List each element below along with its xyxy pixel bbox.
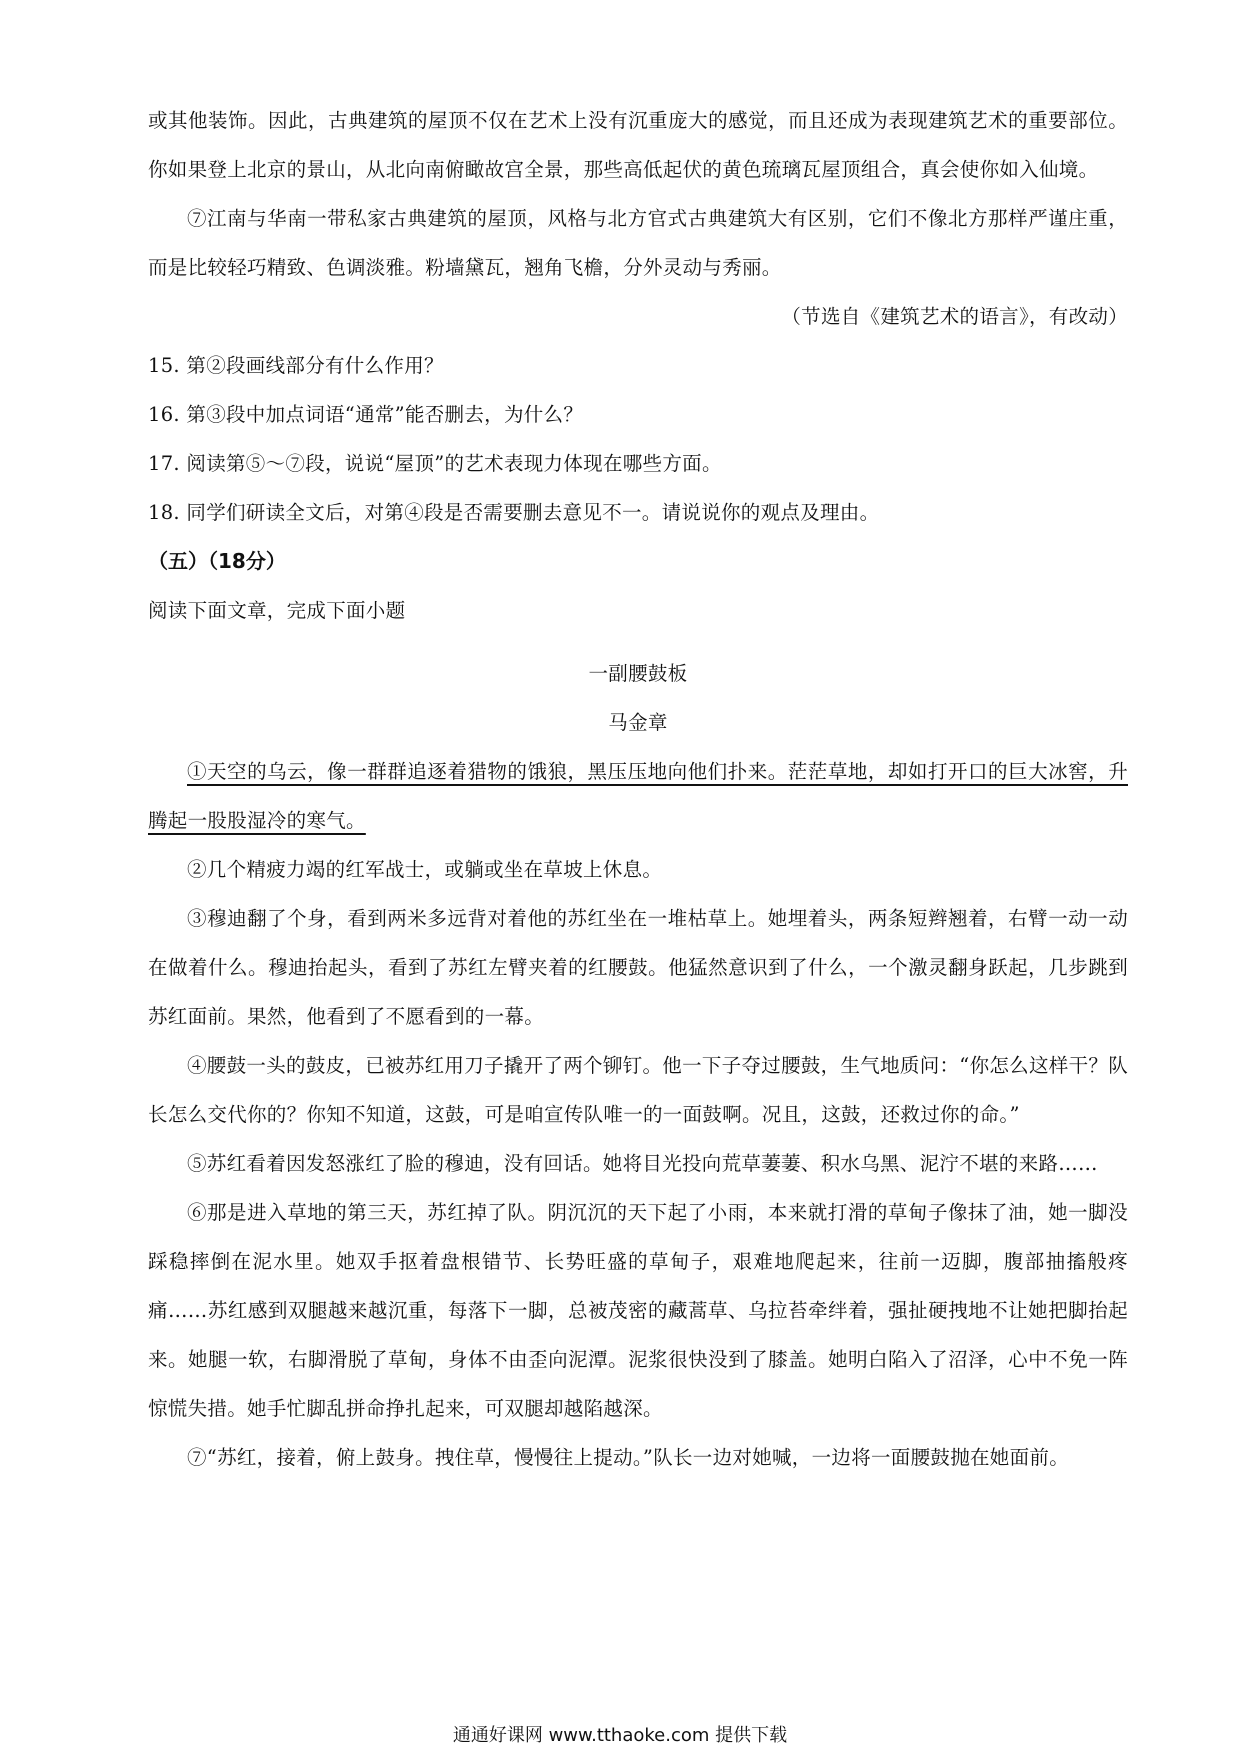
passage-paragraph-7: ⑦江南与华南一带私家古典建筑的屋顶，风格与北方官式古典建筑大有区别，它们不像北方那样严谨庄重，而是比较轻巧精致、色调淡雅。粉墙黛瓦，翘角飞檐，分外灵动与秀丽。 (148, 207, 1128, 279)
article-title: 一副腰鼓板 (588, 662, 688, 685)
article-paragraph-1 (148, 747, 1128, 845)
article-paragraph-6: ⑥那是进入草地的第三天，苏红掉了队。阴沉沉的天下起了小雨，本来就打滑的草甸子像抹了油，她一脚没踩稳摔倒在泥水里。她双手抠着盘根错节、长势旺盛的草甸子，艰难地爬起来，往前一迈脚，腹部抽搐般疼痛……苏红感到双腿越来越沉重，每落下一脚，总被茂密的藏蒿草、乌拉苔牵绊着，强扯硬拽地不让她把脚抬起来。她腿一软，右脚滑脱了草甸，身体不由歪向泥潭。泥浆很快没到了膝盖。她明白陷入了沼泽，心中不免一阵惊慌失措。她手忙脚乱拼命挣扎起来，可双腿却越陷越深。 (148, 1201, 1128, 1420)
section-5-instruction: 阅读下面文章，完成下面小题 (148, 599, 406, 622)
page-footer: 通通好课网 www.tthaoke.com 提供下载 (452, 1725, 788, 1746)
article-paragraph-7: ⑦“苏红，接着，俯上鼓身。拽住草，慢慢往上提动。”队长一边对她喊，一边将一面腰鼓抛在她面前。 (187, 1446, 1069, 1469)
article-paragraph-5: ⑤苏红看着因发怒涨红了脸的穆迪，没有回话。她将目光投向荒草萋萋、积水乌黑、泥泞不堪的来路…… (187, 1152, 1098, 1175)
question-17: 17. 阅读第⑤～⑦段，说说“屋顶”的艺术表现力体现在哪些方面。 (148, 452, 722, 475)
passage-source: （节选自《建筑艺术的语言》，有改动） (781, 305, 1128, 328)
page-content (148, 96, 1128, 1482)
passage-paragraph-6-continued: 或其他装饰。因此，古典建筑的屋顶不仅在艺术上没有沉重庞大的感觉，而且还成为表现建筑艺术的重要部位。你如果登上北京的景山，从北向南俯瞰故宫全景，那些高低起伏的黄色琉璃瓦屋顶组合，真会使你如入仙境。 (148, 109, 1128, 181)
article-paragraph-2: ②几个精疲力竭的红军战士，或躺或坐在草坡上休息。 (187, 858, 663, 881)
section-5-heading: （五）（18分） (148, 549, 286, 573)
article-paragraph-3: ③穆迪翻了个身，看到两米多远背对着他的苏红坐在一堆枯草上。她埋着头，两条短辫翘着，右臂一动一动在做着什么。穆迪抬起头，看到了苏红左臂夹着的红腰鼓。他猛然意识到了什么，一个激灵翻身跃起，几步跳到苏红面前。果然，他看到了不愿看到的一幕。 (148, 907, 1128, 1028)
question-15: 15. 第②段画线部分有什么作用？ (148, 354, 444, 377)
article-author: 马金章 (608, 711, 668, 734)
question-18: 18. 同学们研读全文后，对第④段是否需要删去意见不一。请说说你的观点及理由。 (148, 501, 880, 524)
underlined-sentence: ①天空的乌云，像一群群追逐着猎物的饿狼，黑压压地向他们扑来。茫茫草地，却如打开口的巨大冰窖，升腾起一股股湿冷的寒气。 (148, 760, 1128, 832)
question-16: 16. 第③段中加点词语“通常”能否删去，为什么？ (148, 403, 584, 426)
article-paragraph-4: ④腰鼓一头的鼓皮，已被苏红用刀子撬开了两个铆钉。他一下子夺过腰鼓，生气地质问：“你怎么这样干？队长怎么交代你的？你知不知道，这鼓，可是咱宣传队唯一的一面鼓啊。况且，这鼓，还救过你的命。” (148, 1054, 1128, 1126)
